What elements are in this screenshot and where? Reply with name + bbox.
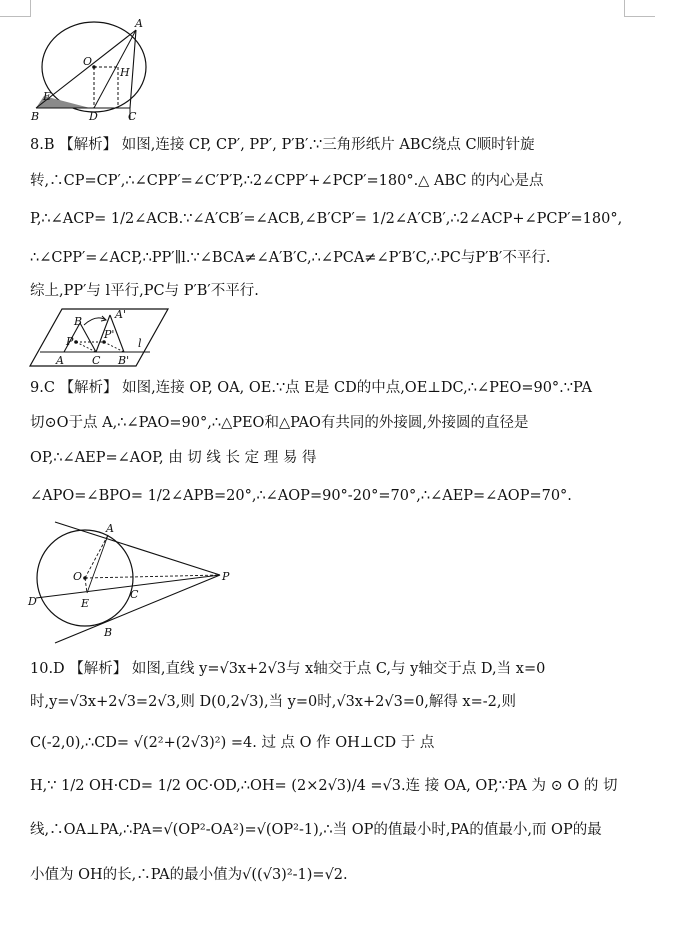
- p9-line-1: 9.C 【解析】 如图,连接 OP, OA, OE.∵点 E是 CD的中点,OE⊥DC,∴∠PEO=90°.∵PA: [30, 380, 592, 396]
- p8-line-1: 8.B 【解析】 如图,连接 CP, CP′, PP′, P′B′.∵三角形纸片 ABC绕点 C顺时针旋: [30, 137, 535, 153]
- p10-line-2: 时,y=√3x+2√3=2√3,则 D(0,2√3),当 y=0时,√3x+2√3=0,解得 x=-2,则: [30, 694, 516, 710]
- fig2-label-a: A: [56, 354, 64, 367]
- p10-line-4: H,∵ 1/2 OH·CD= 1/2 OC·OD,∴OH= (2×2√3)/4 =√3.连 接 OA, OP,∵PA 为 ⊙ O 的 切: [30, 778, 618, 794]
- fig1-label-e: E: [43, 90, 52, 103]
- fig3-label-c: C: [130, 588, 139, 601]
- fig3-label-d: D: [28, 595, 37, 608]
- fig3-label-o: O: [73, 570, 83, 583]
- p8-line-5: 综上,PP′与 l平行,PC与 P′B′不平行.: [30, 283, 259, 299]
- p8-line-3: P,∴∠ACP= 1/2∠ACB.∵∠A′CB′=∠ACB,∠B′CP′= 1/2∠A′CB′,∴2∠ACP+∠PCP′=180°,: [30, 211, 623, 227]
- fig2-label-b-prime: B': [118, 354, 130, 367]
- p10-line-1: 10.D 【解析】 如图,直线 y=√3x+2√3与 x轴交于点 C,与 y轴交于点 D,当 x=0: [30, 661, 546, 677]
- p10-line-3: C(-2,0),∴CD= √(2²+(2√3)²) =4. 过 点 O 作 OH⊥CD 于 点: [30, 735, 435, 751]
- fig1-label-b: B: [31, 110, 40, 123]
- p9-line-2: 切⊙O于点 A,∴∠PAO=90°,∴△PEO和△PAO有共同的外接圆,外接圆的直径是: [30, 415, 529, 431]
- fig1-label-h: H: [120, 66, 130, 79]
- p8-line-2: 转,∴CP=CP′,∴∠CPP′=∠C′P′P,∴2∠CPP′+∠PCP′=180°.△ ABC 的内心是点: [30, 173, 544, 189]
- fig1-label-c: C: [128, 110, 137, 123]
- fig3-label-b: B: [104, 626, 113, 639]
- p9-line-4: ∠APO=∠BPO= 1/2∠APB=20°,∴∠AOP=90°-20°=70°,∴∠AEP=∠AOP=70°.: [30, 488, 572, 504]
- p10-line-5: 线,∴OA⊥PA,∴PA=√(OP²-OA²)=√(OP²-1),∴当 OP的值最小时,PA的值最小,而 OP的最: [30, 822, 602, 838]
- fig1-label-a: A: [135, 17, 143, 30]
- fig2-label-a-prime: A': [115, 308, 126, 321]
- fig1-label-d: D: [89, 110, 98, 123]
- fig2-label-b: B: [74, 315, 83, 328]
- fig2-label-c: C: [92, 354, 101, 367]
- p9-line-3: OP,∴∠AEP=∠AOP, 由 切 线 长 定 理 易 得: [30, 450, 317, 466]
- fig2-label-p-prime: P': [104, 328, 115, 341]
- fig3-label-a: A: [106, 522, 114, 535]
- fig2-label-l: l: [138, 337, 142, 350]
- fig3-label-e: E: [81, 597, 90, 610]
- p8-line-4: ∴∠CPP′=∠ACP,∴PP′∥l.∵∠BCA≠∠A′B′C,∴∠PCA≠∠P′B′C,∴PC与P′B′不平行.: [30, 250, 551, 266]
- fig1-label-o: O: [83, 55, 93, 68]
- p10-line-6: 小值为 OH的长,∴PA的最小值为√((√3)²-1)=√2.: [30, 867, 348, 883]
- fig2-label-p: P: [66, 335, 74, 348]
- fig3-label-p: P: [222, 570, 230, 583]
